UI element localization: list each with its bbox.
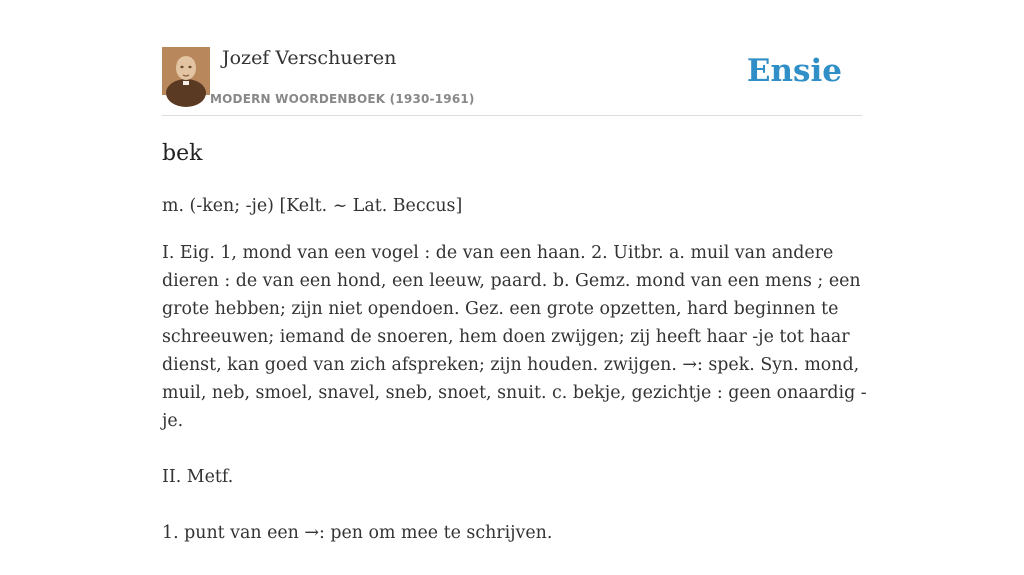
header — [162, 45, 862, 116]
entry-paragraph: 1. punt van een →: pen om mee te schrijven. — [162, 523, 553, 543]
entry-paragraph: II. Metf. — [162, 467, 234, 487]
author-portrait-icon — [162, 47, 210, 95]
brand-logo-link[interactable]: Ensie — [746, 53, 842, 89]
entry-paragraph: I. Eig. 1, mond van een vogel : de van een haan. 2. Uitbr. a. muil van andere dieren : de van een hond, een leeuw, paard. b. Gemz. mond van een mens ; een grote hebben; zijn niet opendoen. Gez. een grote opzetten, hard beginnen te schreeuwen; iemand de snoeren, hem doen zwijgen; zij heeft haar -je tot haar dienst, kan goed van zich afspreken; zijn houden. zwijgen. →: spek. Syn. mond, muil, neb, smoel, snavel, sneb, snoet, snuit. c. bekje, gezichtje : geen onaardig -je. — [162, 243, 867, 431]
entry-grammar: m. (-ken; -je) [Kelt. ~ Lat. Beccus] — [162, 196, 463, 216]
author-avatar[interactable] — [162, 47, 210, 95]
author-name-link[interactable]: Jozef Verschueren — [222, 47, 397, 69]
source-label[interactable]: MODERN WOORDENBOEK (1930-1961) — [210, 92, 475, 106]
entry-title: bek — [162, 141, 203, 166]
entry-content — [162, 192, 867, 575]
